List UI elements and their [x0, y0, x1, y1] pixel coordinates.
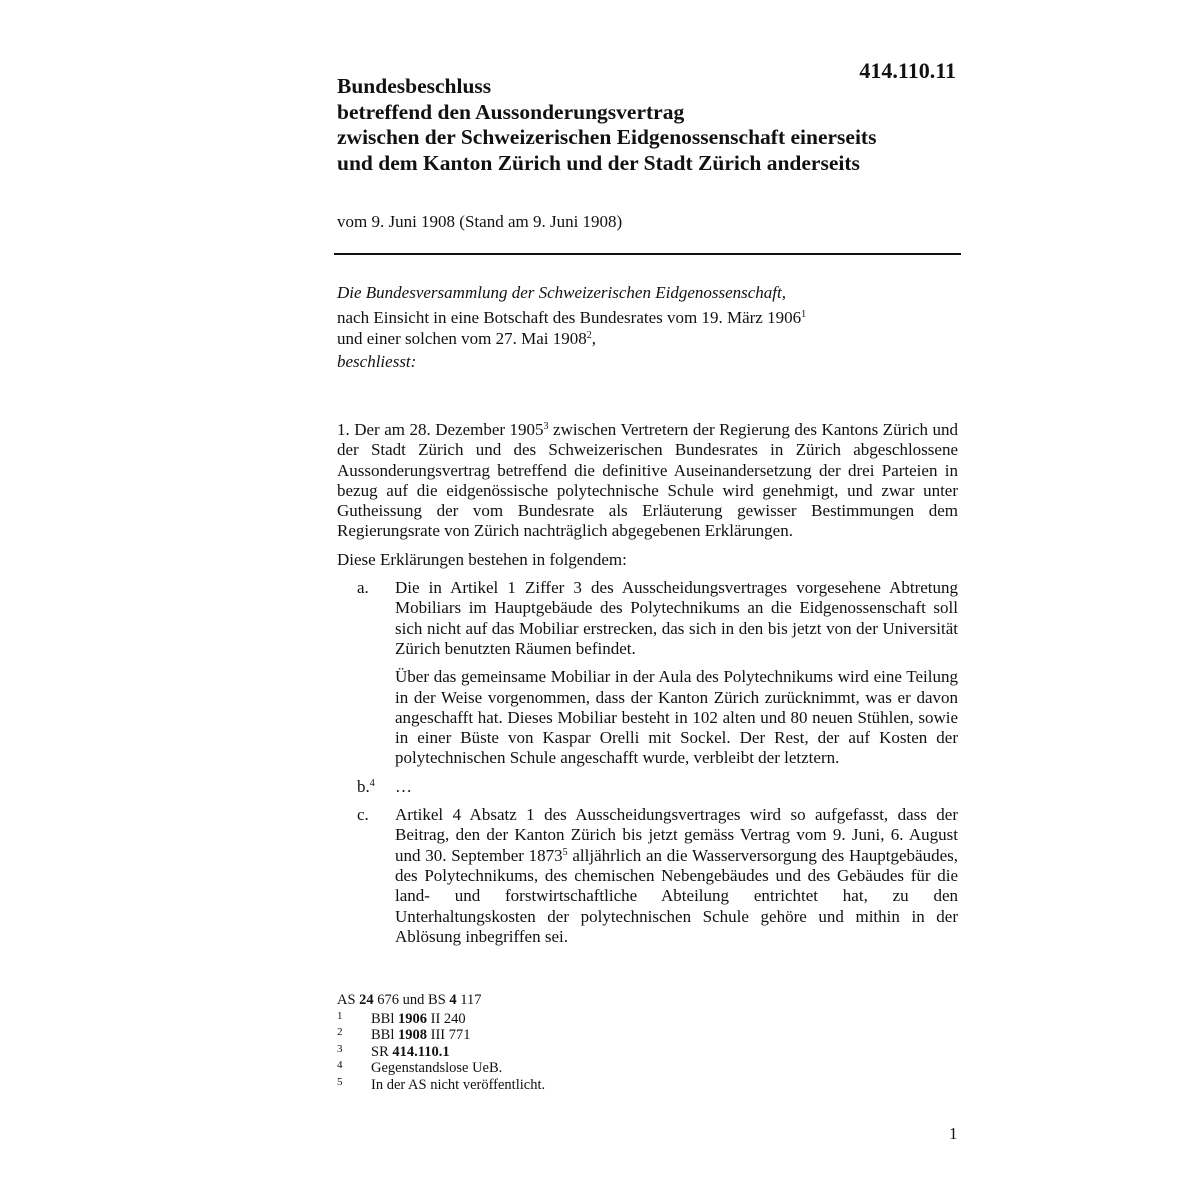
declarations-intro: Diese Erklärungen bestehen in folgendem: — [337, 549, 627, 569]
preamble-line: nach Einsicht in eine Botschaft des Bundesrates vom 19. März 1906 — [337, 308, 802, 328]
footnote-number: 4 — [337, 1059, 343, 1071]
fn-text: In der AS nicht veröffentlicht. — [371, 1076, 546, 1093]
fn-text: III 771 — [427, 1027, 471, 1043]
list-label: c. — [357, 805, 369, 825]
list-text: alljährlich an die Wasserversorgung des Hauptgebäudes, des Polytechnikums, des chemischen Nebengebäudes und des Gebäudes für die land- und forstwirtschaftliche Abteilung entrichtet hat, zu den Unterhaltungskosten der polytechnischen Schule gehöre und mithin in der Ablösung inbegriffen sei. — [395, 845, 958, 946]
header-divider — [334, 253, 961, 255]
footnote-number: 2 — [337, 1026, 343, 1038]
list-label: a. — [357, 578, 369, 598]
fn-text: SR — [371, 1043, 393, 1060]
list-label — [357, 777, 375, 797]
article-text: 1. Der am 28. Dezember 1905 — [337, 420, 544, 439]
document-title — [337, 74, 876, 176]
title-line: betreffend den Aussonderungsvertrag — [337, 99, 685, 124]
footnote-number: 3 — [337, 1042, 343, 1055]
list-item-c — [337, 805, 958, 947]
punctuation: , — [591, 328, 597, 348]
title-line: Bundesbeschluss — [337, 74, 492, 98]
fn-bold: 4 — [449, 992, 457, 1008]
fn-text: 676 und BS — [373, 992, 450, 1008]
footnote-ref[interactable]: 5 — [562, 846, 568, 858]
preamble-assembly: Die Bundesversammlung der Schweizerischen Eidgenossenschaft, — [337, 283, 786, 302]
fn-text: BBl — [371, 1027, 398, 1043]
footnote-ref[interactable]: 2 — [586, 329, 592, 341]
list-item-b — [337, 777, 958, 797]
page-number: 1 — [949, 1124, 958, 1143]
list-label-text: b. — [357, 776, 370, 796]
footnote-2 — [337, 1027, 545, 1044]
footnote-number: 5 — [337, 1075, 343, 1088]
list-text: Artikel 4 Absatz 1 des Ausscheidungsvertrages wird so aufgefasst, dass der Beitrag, den der Kanton Zürich bis jetzt gemäss Vertrag vom 9. Juni, 6. August und 30. September 1873 — [395, 805, 958, 865]
source-reference — [337, 992, 545, 1009]
list-paragraph: Die in Artikel 1 Ziffer 3 des Ausscheidungsvertrages vorgesehene Abtretung Mobiliars im Hauptgebäude des Polytechnikums an die Eidgenossenschaft soll sich nicht auf das Mobiliar erstrecken, das sich in den bis jetzt von der Universität Zürich benutzten Räumen befindet. — [395, 578, 958, 658]
preamble-line: und einer solchen vom 27. Mai 1908 — [337, 328, 587, 348]
footnote-ref[interactable]: 4 — [369, 777, 375, 789]
fn-bold: 414.110.1 — [392, 1043, 450, 1060]
preamble — [337, 283, 958, 377]
footnote-ref[interactable]: 1 — [801, 309, 807, 321]
fn-text: AS — [337, 992, 360, 1008]
sr-number: 414.110.11 — [859, 58, 956, 83]
footnote-ref[interactable]: 3 — [543, 421, 549, 432]
list-paragraph — [395, 805, 958, 947]
fn-text: BBl — [371, 1010, 398, 1027]
footnote-1 — [337, 1011, 545, 1028]
document-date: vom 9. Juni 1908 (Stand am 9. Juni 1908) — [337, 212, 623, 231]
fn-text: II 240 — [427, 1010, 466, 1027]
footnotes — [337, 992, 545, 1093]
article-1 — [337, 420, 958, 542]
article-text: zwischen Vertretern der Regierung des Kantons Zürich und der Stadt Zürich und des Schweizerischen Bundesrates in Zürich abgeschlossene Aussonderungsvertrag betreffend die definitive Auseinandersetzung der drei Parteien in bezug auf die eidgenössische polytechnische Schule wird genehmigt, und zwar unter Gutheissung der vom Bundesrate als Erläuterung gewisser Bestimmungen dem Regierungsrate von Zürich nachträglich abgegebenen Erklärungen. — [337, 420, 958, 541]
title-line: und dem Kanton Zürich und der Stadt Zürich anderseits — [337, 150, 860, 175]
footnote-5 — [337, 1077, 545, 1094]
title-line: zwischen der Schweizerischen Eidgenossenschaft einerseits — [337, 125, 877, 149]
footnote-number: 1 — [337, 1009, 343, 1022]
fn-bold: 24 — [359, 992, 374, 1008]
fn-text: 117 — [456, 992, 482, 1008]
list-paragraph: … — [395, 776, 412, 796]
fn-bold: 1908 — [398, 1027, 427, 1043]
footnote-4 — [337, 1060, 545, 1077]
preamble-considerations — [337, 308, 958, 349]
preamble-decides: beschliesst: — [337, 351, 417, 371]
list-paragraph: Über das gemeinsame Mobiliar in der Aula des Polytechnikums wird eine Teilung in der Weise vorgenommen, dass der Kanton Zürich zurücknimmt, was er davon angeschafft hat. Dieses Mobiliar besteht in 102 alten und 80 neuen Stühlen, sowie in einer Büste von Kaspar Orelli mit Sockel. Der Rest, der auf Kosten der polytechnischen Schule angeschafft wurde, verbleibt der letztern. — [395, 667, 958, 768]
fn-text: Gegenstandslose UeB. — [371, 1060, 503, 1076]
footnote-3 — [337, 1044, 545, 1061]
list-item-a — [337, 578, 958, 769]
main-text — [337, 420, 958, 955]
fn-bold: 1906 — [398, 1010, 427, 1027]
